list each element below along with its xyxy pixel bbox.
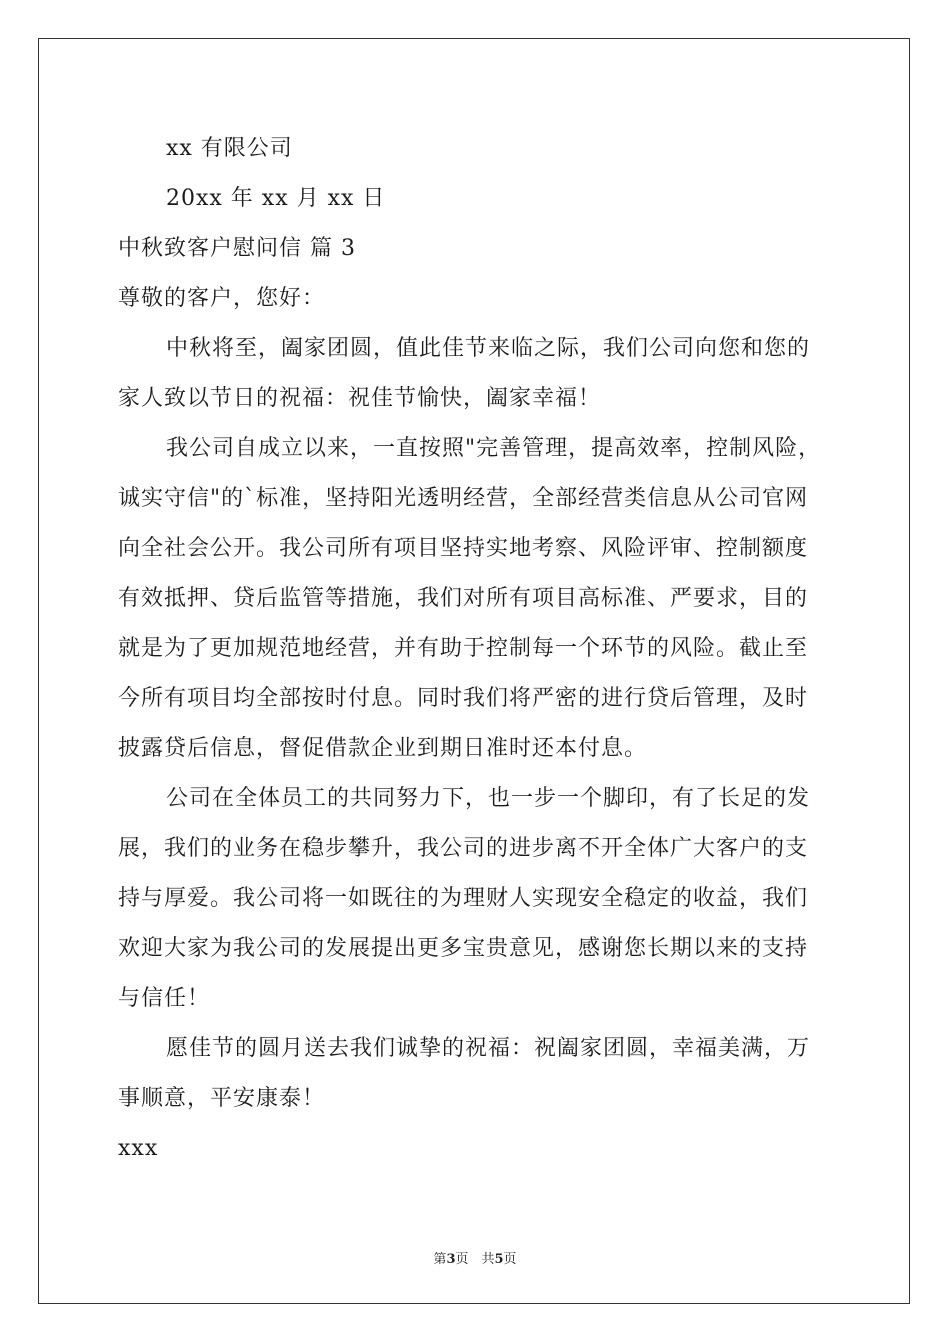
paragraph-line: 与信任！ [118, 986, 211, 1011]
paragraph-line: 诚实守信"的`标准，坚持阳光透明经营，全部经营类信息从公司官网 [118, 486, 809, 511]
paragraph-line: 公司在全体员工的共同努力下，也一步一个脚印，有了长足的发 [166, 786, 811, 811]
paragraph-line: 事顺意，平安康泰！ [118, 1086, 326, 1111]
paragraph-line: 向全社会公开。我公司所有项目坚持实地考察、风险评审、控制额度 [118, 536, 809, 561]
paragraph-line: 就是为了更加规范地经营，并有助于控制每一个环节的风险。截止至 [118, 636, 809, 661]
paragraph-line: 中秋将至，阖家团圆，值此佳节来临之际，我们公司向您和您的 [166, 336, 811, 361]
paragraph-line: 披露贷后信息，督促借款企业到期日准时还本付息。 [118, 736, 648, 761]
page-suffix: 页 [503, 1252, 517, 1267]
paragraph-line: 欢迎大家为我公司的发展提出更多宝贵意见，感谢您长期以来的支持 [118, 936, 809, 961]
page-mid: 页 共 [455, 1252, 495, 1267]
paragraph-line: 愿佳节的圆月送去我们诚挚的祝福：祝阖家团圆，幸福美满，万 [166, 1036, 811, 1061]
paragraph-line: 家人致以节日的祝福：祝佳节愉快，阖家幸福！ [118, 386, 602, 411]
page-total: 5 [494, 1252, 504, 1267]
company-name: xx 有限公司 [166, 136, 293, 161]
paragraph-line: 有效抵押、贷后监管等措施，我们对所有项目高标准、严要求，目的 [118, 586, 809, 611]
letter-date: 20xx 年 xx 月 xx 日 [166, 186, 386, 211]
salutation: 尊敬的客户，您好： [118, 286, 326, 311]
page-border [38, 38, 910, 1304]
signature: xxx [118, 1136, 159, 1161]
paragraph-line: 今所有项目均全部按时付息。同时我们将严密的进行贷后管理，及时 [118, 686, 809, 711]
letter-title: 中秋致客户慰问信 篇 3 [118, 236, 356, 261]
page-footer [0, 1248, 950, 1267]
paragraph-line: 持与厚爱。我公司将一如既往的为理财人实现安全稳定的收益，我们 [118, 886, 809, 911]
paragraph-line: 展，我们的业务在稳步攀升，我公司的进步离不开全体广大客户的支 [118, 836, 809, 861]
page-current: 3 [446, 1252, 456, 1267]
page-prefix: 第 [433, 1252, 447, 1267]
paragraph-line: 我公司自成立以来，一直按照"完善管理，提高效率，控制风险， [166, 436, 822, 461]
